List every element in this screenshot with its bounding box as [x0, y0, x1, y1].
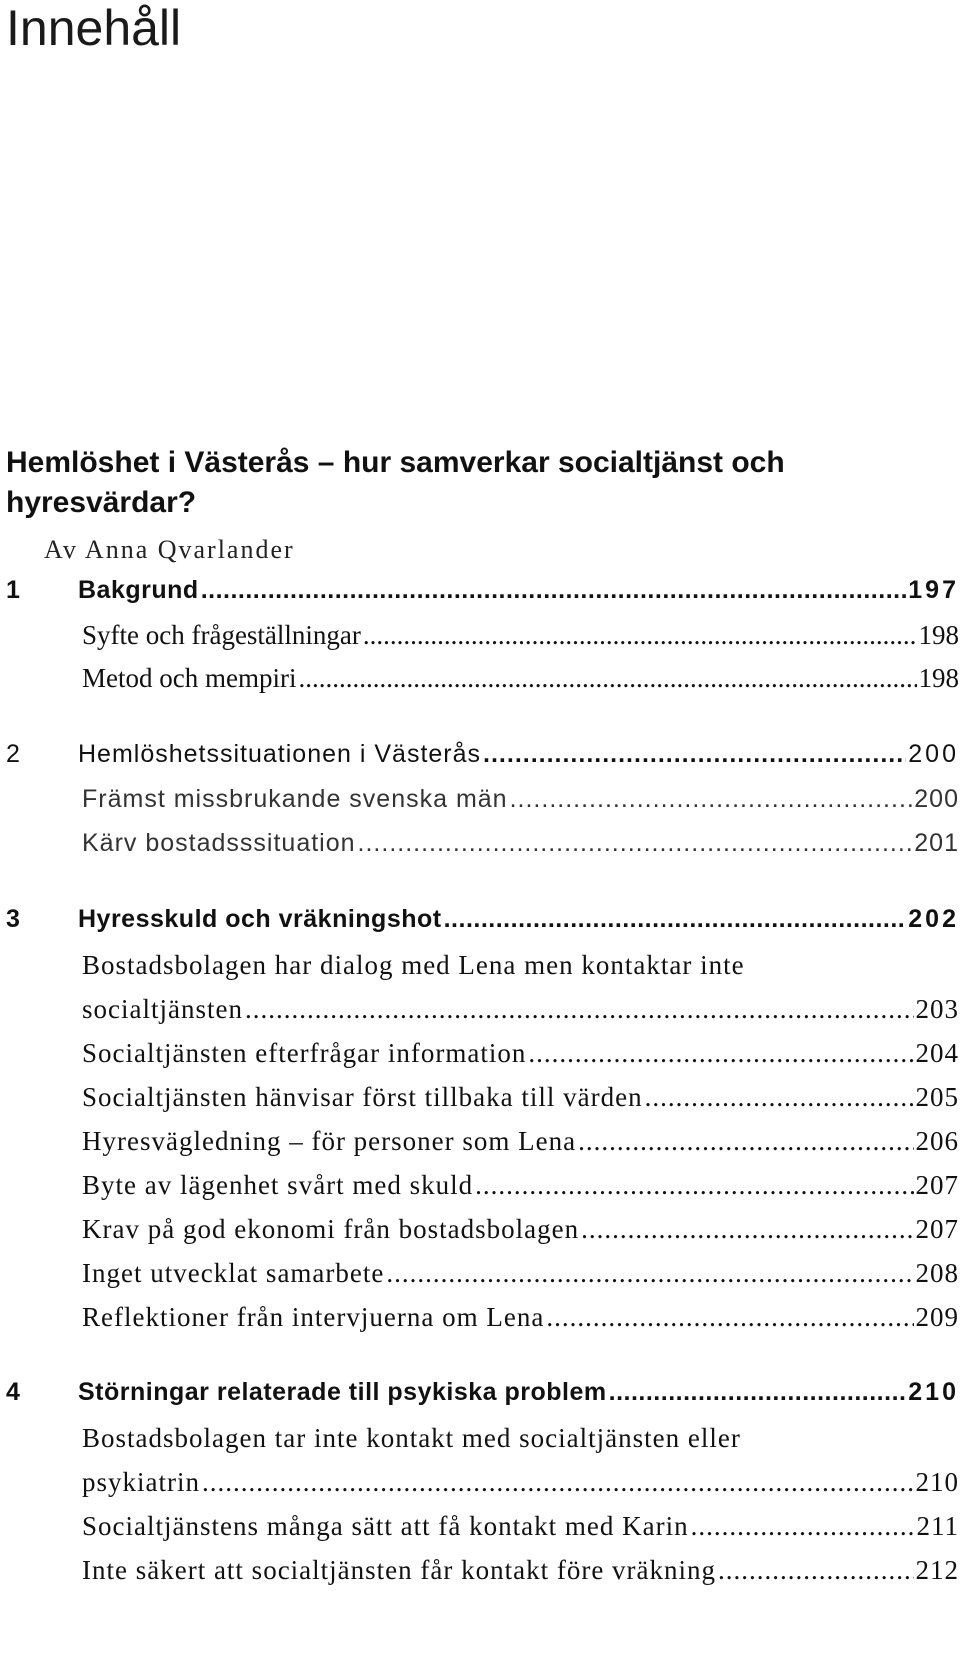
chapter-number: 1 [6, 576, 21, 604]
toc-section-hanvisar[interactable] [82, 1082, 959, 1113]
chapter-title: Hyresskuld och vräkningshot [78, 905, 442, 933]
section-title: Inget utvecklat samarbete [82, 1258, 385, 1288]
page-number: 210 [908, 1378, 959, 1406]
leader-dots [245, 994, 914, 1025]
page-number: 198 [918, 620, 959, 650]
section-title: Främst missbrukande svenska män [82, 785, 508, 813]
leader-dots [691, 1511, 915, 1542]
toc-section-byte[interactable] [82, 1170, 959, 1201]
page-number: 211 [916, 1511, 959, 1541]
section-title: Byte av lägenhet svårt med skuld [82, 1170, 474, 1200]
chapter-number: 3 [6, 905, 21, 933]
toc-section-manga-satt[interactable] [82, 1511, 959, 1542]
toc-chapter-4[interactable] [6, 1378, 959, 1407]
page-title: Innehåll [6, 0, 182, 56]
leader-dots [386, 1258, 913, 1289]
toc-section-tar-inte-kontakt-line1: Bostadsbolagen tar inte kontakt med socialtjänsten eller [82, 1423, 741, 1453]
page-number: 208 [915, 1258, 959, 1288]
section-title: Hyresvägledning – för personer som Lena [82, 1126, 577, 1156]
page-number: 212 [915, 1555, 959, 1585]
chapter-number: 2 [6, 740, 21, 768]
leader-dots [578, 1126, 913, 1157]
toc-section-tar-inte-kontakt[interactable] [82, 1467, 959, 1498]
toc-section-efterfragar[interactable] [82, 1038, 959, 1069]
toc-section-krav[interactable] [82, 1214, 959, 1245]
page-number: 207 [915, 1214, 959, 1244]
toc-section-bostadsbolagen-line1: Bostadsbolagen har dialog med Lena men kontaktar inte [82, 950, 745, 980]
page-number: 200 [914, 785, 959, 813]
leader-dots [645, 1082, 914, 1113]
toc-section-framst[interactable] [82, 785, 959, 814]
leader-dots [546, 1302, 913, 1333]
chapter-number: 4 [6, 1378, 21, 1406]
page-number: 205 [915, 1082, 959, 1112]
section-title: Krav på god ekonomi från bostadsbolagen [82, 1214, 580, 1244]
leader-dots [475, 1170, 913, 1201]
toc-section-hyresvagledning[interactable] [82, 1126, 959, 1157]
leader-dots [609, 1378, 907, 1407]
toc-section-karv[interactable] [82, 829, 959, 858]
page-number: 201 [914, 829, 959, 857]
section-title: Kärv bostadsssituation [82, 829, 356, 857]
section-title: psykiatrin [82, 1467, 200, 1497]
page-number: 197 [908, 576, 959, 604]
page-number: 203 [915, 994, 959, 1024]
leader-dots [298, 663, 916, 694]
chapter-title: Bakgrund [78, 576, 199, 604]
page-number: 209 [915, 1302, 959, 1332]
section-title: Socialtjänstens många sätt att få kontakt med Karin [82, 1511, 689, 1541]
leader-dots [201, 576, 907, 605]
toc-chapter-3[interactable] [6, 905, 959, 934]
section-title: Metod och mempiri [82, 663, 297, 693]
chapter-title: Hemlöshetssituationen i Västerås [78, 740, 482, 768]
leader-dots [202, 1467, 914, 1498]
section-title: Reflektioner från intervjuerna om Lena [82, 1302, 545, 1332]
page-number: 198 [918, 663, 959, 693]
toc-section-reflektioner[interactable] [82, 1302, 959, 1333]
article-author: Av Anna Qvarlander [44, 535, 295, 564]
section-title: socialtjänsten [82, 994, 243, 1024]
section-title: Syfte och frågeställningar [82, 620, 361, 650]
section-title: Inte säkert att socialtjänsten får kontakt före vräkning [82, 1555, 717, 1585]
section-title: Socialtjänsten hänvisar först tillbaka till värden [82, 1082, 643, 1112]
page-number: 206 [915, 1126, 959, 1156]
leader-dots [363, 620, 917, 651]
section-title: Socialtjänsten efterfrågar information [82, 1038, 527, 1068]
toc-section-inget[interactable] [82, 1258, 959, 1289]
toc-section-inte-sakert[interactable] [82, 1555, 959, 1586]
chapter-title: Störningar relaterade till psykiska problem [78, 1378, 607, 1406]
leader-dots [358, 829, 913, 858]
toc-section-syfte[interactable] [82, 620, 959, 651]
toc-section-metod[interactable] [82, 663, 959, 694]
article-title: Hemlöshet i Västerås – hur samverkar socialtjänst och hyresvärdar? [6, 446, 785, 519]
page-number: 207 [915, 1170, 959, 1200]
leader-dots [718, 1555, 913, 1586]
leader-dots [444, 905, 907, 934]
page-number: 200 [908, 740, 959, 768]
leader-dots [581, 1214, 913, 1245]
page-number: 210 [915, 1467, 959, 1497]
toc-chapter-1[interactable] [6, 576, 959, 605]
toc-section-bostadsbolagen[interactable] [82, 994, 959, 1025]
leader-dots [510, 785, 913, 814]
page-number: 204 [915, 1038, 959, 1068]
leader-dots [483, 740, 906, 769]
toc-chapter-2[interactable] [6, 740, 959, 769]
leader-dots [528, 1038, 913, 1069]
page-number: 202 [908, 905, 959, 933]
